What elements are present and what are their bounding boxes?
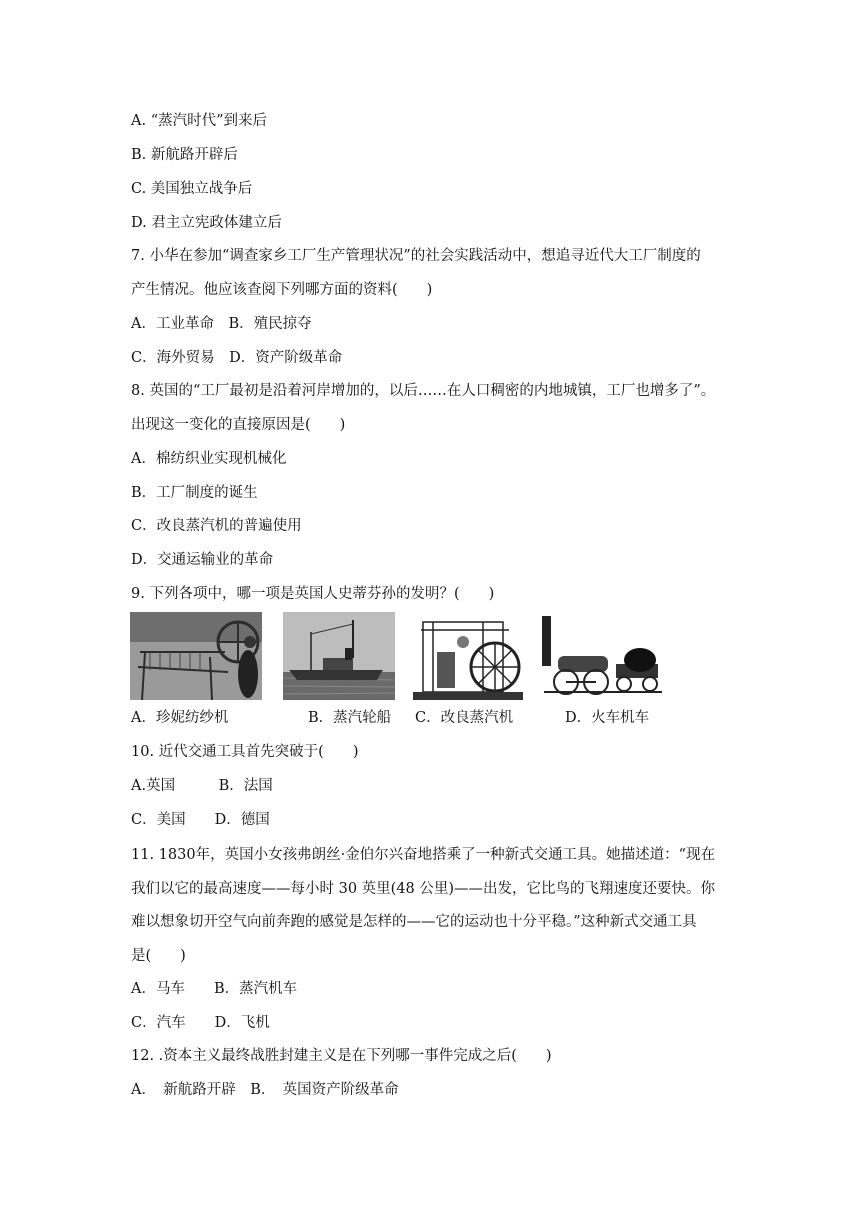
options-10-ab: A.英国 B．法国 — [131, 778, 273, 794]
option-8a: A．棉纺织业实现机械化 — [131, 451, 287, 467]
question-12: 12. .资本主义最终战胜封建主义是在下列哪一事件完成之后( ) — [131, 1048, 552, 1064]
option-6b: B. 新航路开辟后 — [131, 147, 238, 163]
options-10-cd: C．美国 D．德国 — [131, 812, 270, 828]
caption-d: D．火车机车 — [565, 710, 650, 726]
options-11-cd: C．汽车 D．飞机 — [131, 1015, 270, 1031]
option-8c: C．改良蒸汽机的普遍使用 — [131, 518, 302, 534]
options-7-cd: C．海外贸易 D．资产阶级革命 — [131, 350, 343, 366]
option-8b: B．工厂制度的诞生 — [131, 485, 258, 501]
question-8-line-2: 出现这一变化的直接原因是( ) — [131, 417, 346, 433]
caption-b: B．蒸汽轮船 — [308, 710, 392, 726]
options-12-ab: A． 新航路开辟 B． 英国资产阶级革命 — [131, 1082, 399, 1098]
caption-c: C．改良蒸汽机 — [415, 710, 514, 726]
options-7-ab: A．工业革命 B．殖民掠夺 — [131, 316, 312, 332]
question-10: 10. 近代交通工具首先突破于( ) — [131, 744, 359, 760]
spinning-jenny-photo — [130, 612, 262, 700]
question-11-line-2: 我们以它的最高速度——每小时 30 英里(48 公里)——出发，它比鸟的飞翔速度还要快。你 — [131, 881, 716, 897]
option-6c: C. 美国独立战争后 — [131, 181, 253, 197]
question-7-line-1: 7. 小华在参加“调查家乡工厂生产管理状况”的社会实践活动中，想追寻近代大工厂制度的 — [131, 248, 701, 264]
question-7-line-2: 产生情况。他应该查阅下列哪方面的资料( ) — [131, 282, 433, 298]
question-11-line-3: 难以想象切开空气向前奔跑的感觉是怎样的——它的运动也十分平稳。”这种新式交通工具 — [131, 914, 697, 930]
question-11-line-4: 是( ) — [131, 948, 186, 964]
question-11-line-1: 11. 1830年，英国小女孩弗朗丝·金伯尔兴奋地搭乘了一种新式交通工具。她描述道：“现在 — [131, 847, 716, 863]
option-8d: D．交通运输业的革命 — [131, 552, 274, 568]
option-6d: D. 君主立宪政体建立后 — [131, 215, 282, 231]
caption-a: A．珍妮纺纱机 — [131, 710, 229, 726]
question-8-line-1: 8. 英国的“工厂最初是沿着河岸增加的，以后……在人口稠密的内地城镇，工厂也增多了”。 — [131, 383, 716, 399]
question-9: 9. 下列各项中，哪一项是英国人史蒂芬孙的发明？( ) — [131, 586, 495, 602]
locomotive-photo — [538, 612, 662, 700]
steam-engine-photo — [413, 612, 523, 700]
options-11-ab: A．马车 B．蒸汽机车 — [131, 981, 298, 997]
steamship-photo — [283, 612, 395, 700]
option-6a: A. “蒸汽时代”到来后 — [131, 113, 268, 129]
